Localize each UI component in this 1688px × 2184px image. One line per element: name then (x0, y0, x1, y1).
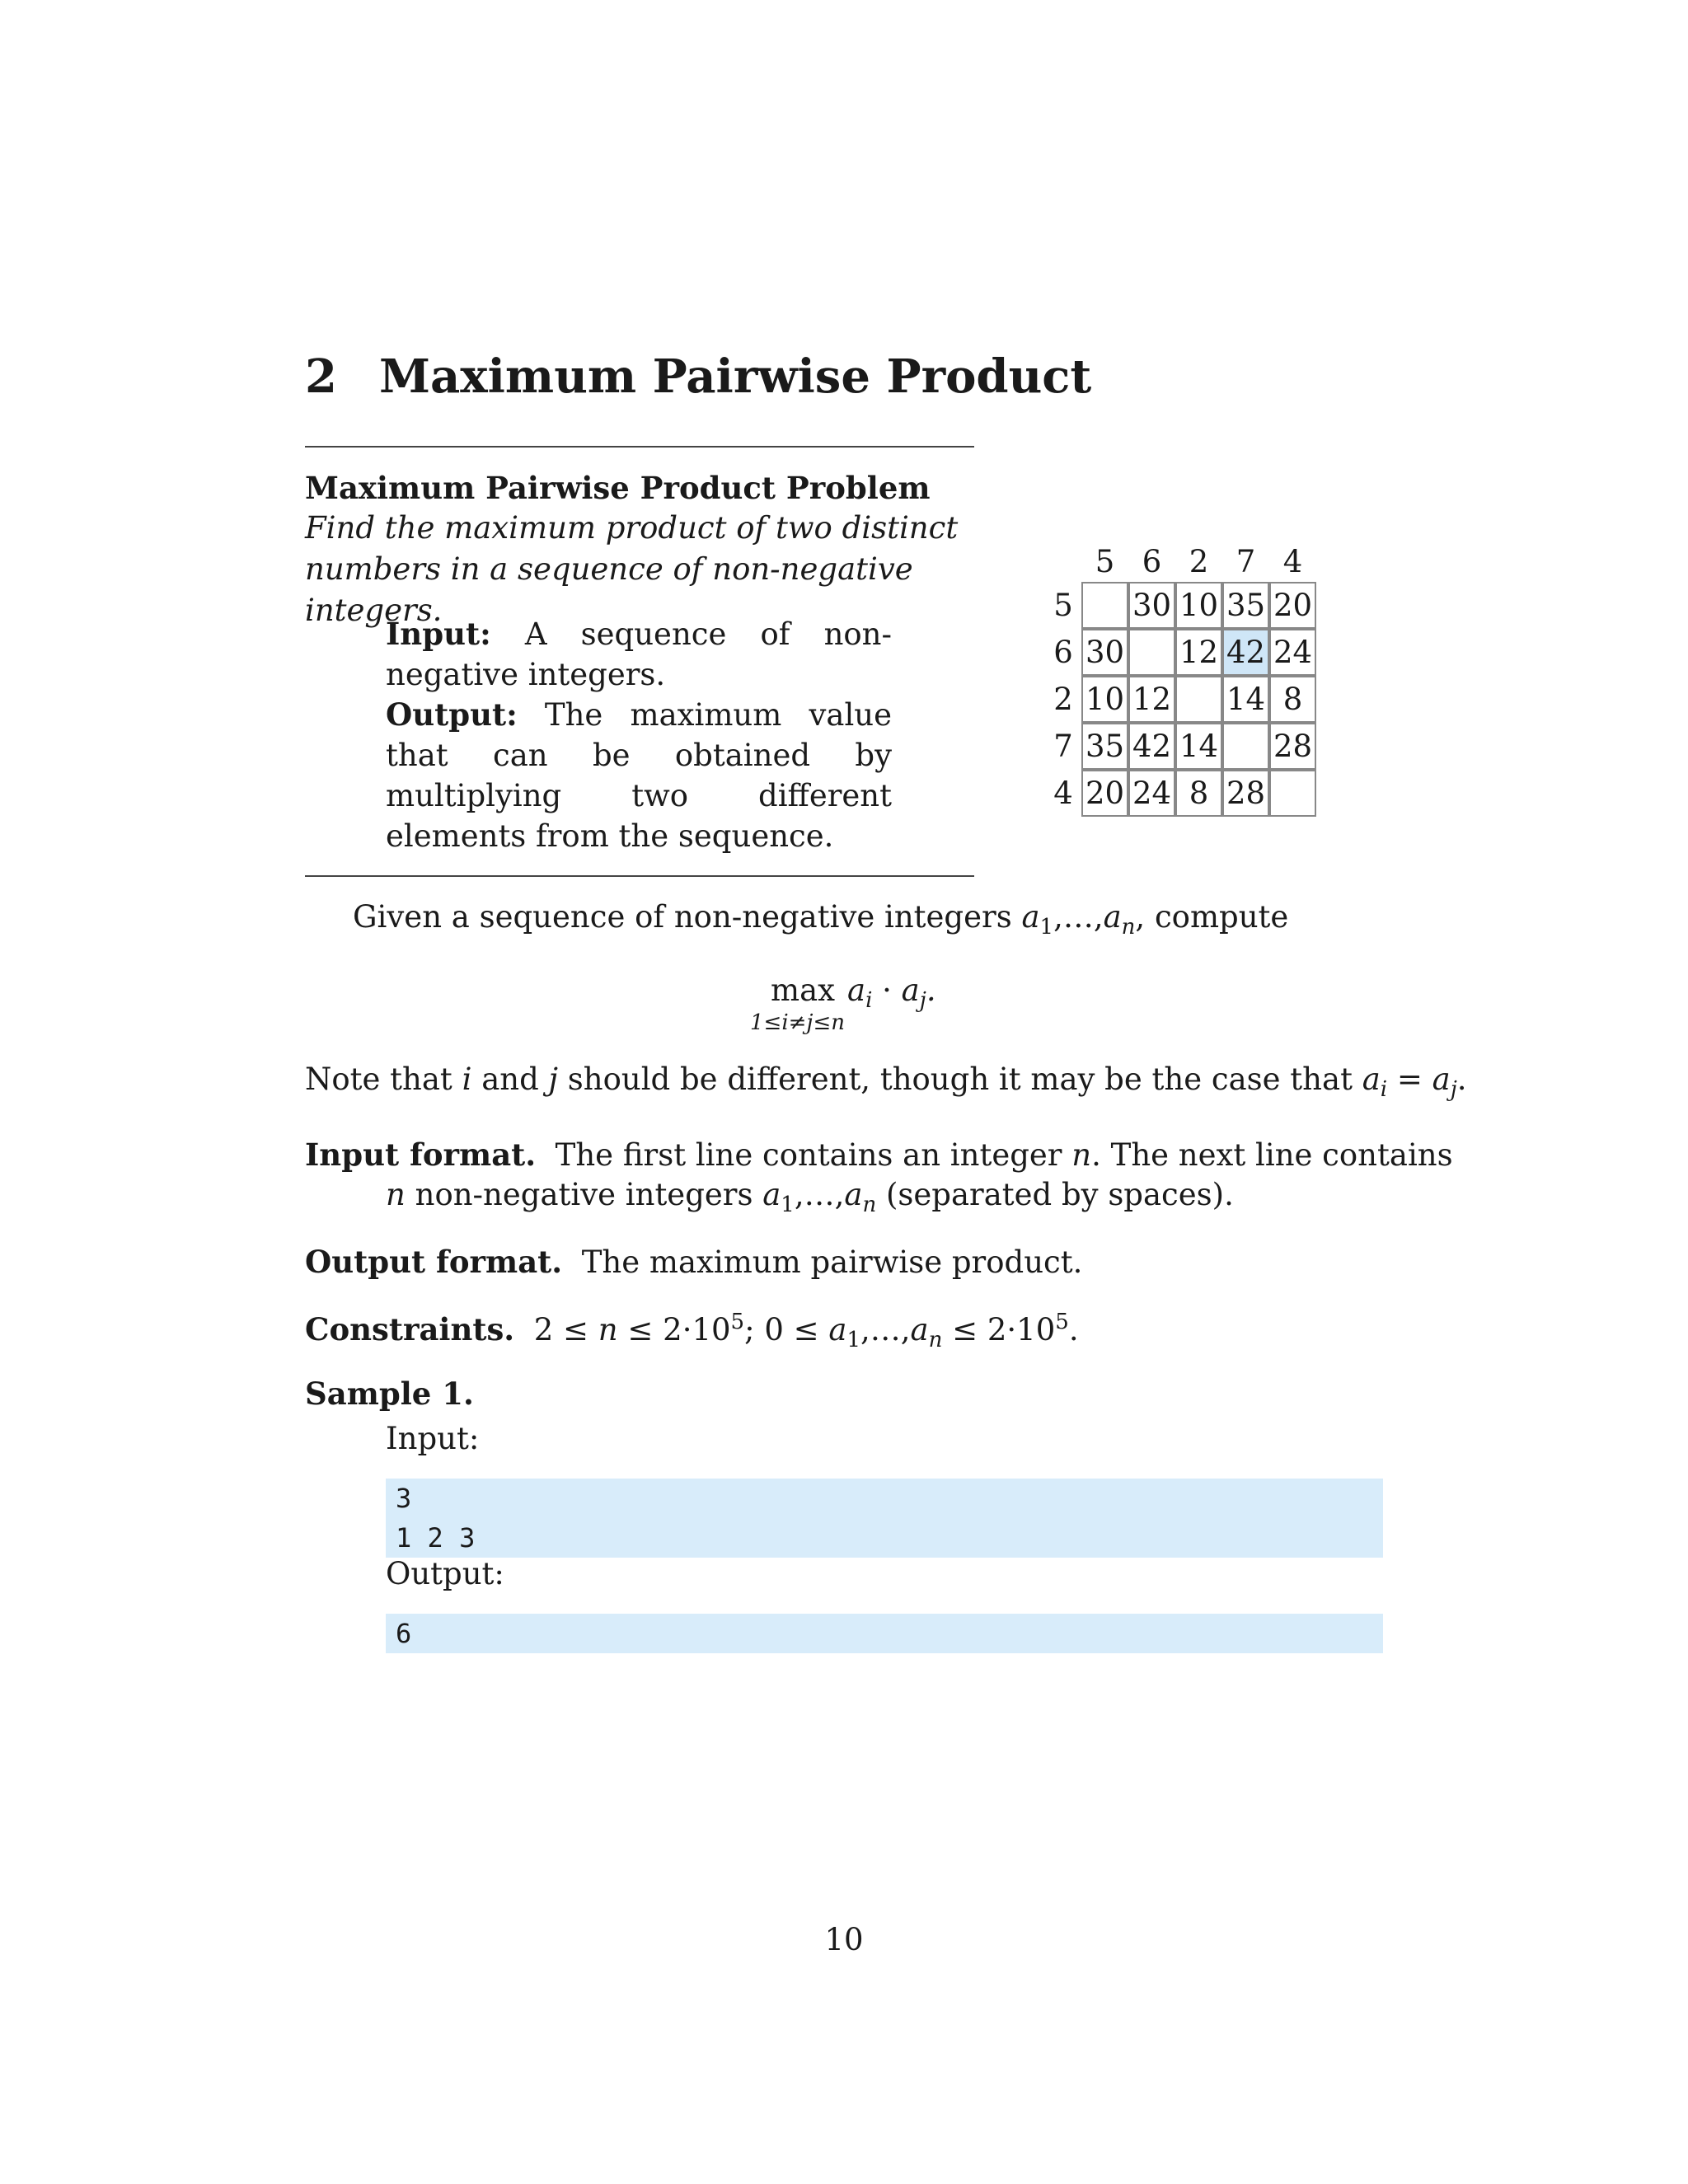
sample-output-box (386, 1614, 1383, 1653)
input-format-part2: The next line contains (1110, 1137, 1453, 1173)
matrix-cell (1222, 723, 1269, 770)
sample-input-label: Input: (386, 1421, 480, 1456)
matrix-cell-highlighted: 42 (1222, 629, 1269, 676)
input-format-part1: The first line contains an integer (555, 1137, 1062, 1173)
output-format-text: The maximum pairwise product. (581, 1244, 1083, 1280)
problem-description: Find the maximum product of two distinct numbers in a sequence of non-negative integers. (305, 510, 959, 628)
matrix-cell: 8 (1175, 770, 1222, 817)
intro-lead: Given a sequence of non-negative integers (353, 899, 1012, 935)
note-line: Note that i and j should be different, though it may be the case that $a_i = a_j$. (305, 1062, 1467, 1102)
formula-operator: max (771, 972, 836, 1008)
matrix-column-header: 7 (1236, 543, 1256, 579)
note-part3: should be different, though it may be the case that (567, 1062, 1353, 1097)
problem-box-bottom-rule (305, 875, 974, 877)
matrix-column-header: 2 (1189, 543, 1209, 579)
product-matrix (1045, 541, 1325, 825)
matrix-cell: 28 (1269, 723, 1316, 770)
matrix-cell: 14 (1175, 723, 1222, 770)
section-number: 2 (305, 349, 337, 404)
problem-output (386, 695, 892, 856)
sample-input-box (386, 1479, 1383, 1558)
matrix-row-header: 4 (1053, 776, 1073, 811)
matrix-cell (1269, 770, 1316, 817)
matrix-cell: 14 (1222, 676, 1269, 723)
matrix-cell: 28 (1222, 770, 1269, 817)
matrix-row-header: 2 (1053, 682, 1073, 717)
matrix-cell: 30 (1081, 629, 1128, 676)
matrix-cell (1081, 582, 1128, 629)
problem-io (386, 614, 892, 856)
page-number: 10 (824, 1922, 864, 1957)
input-format-part4: (separated by spaces). (885, 1177, 1234, 1212)
matrix-cell (1128, 629, 1175, 676)
input-format-part3: non-negative integers (415, 1177, 753, 1212)
matrix-row-header: 7 (1053, 729, 1073, 764)
matrix-cell: 8 (1269, 676, 1316, 723)
matrix-cell: 10 (1175, 582, 1222, 629)
problem-input (386, 614, 892, 695)
matrix-cell: 20 (1269, 582, 1316, 629)
matrix-cell: 12 (1175, 629, 1222, 676)
section-title: Maximum Pairwise Product (379, 349, 1092, 404)
input-format-line1: Input format. The first line contains an integer n. The next line contains (305, 1137, 1453, 1173)
section-heading (305, 349, 1091, 404)
formula-range: 1≤i≠j≤n (750, 1010, 846, 1035)
problem-input-text: A sequence of non-negative integers. (386, 616, 893, 692)
matrix-cell: 42 (1128, 723, 1175, 770)
problem-output-label: Output: (386, 696, 518, 733)
matrix-cell (1175, 676, 1222, 723)
matrix-cell: 20 (1081, 770, 1128, 817)
sample-output-label: Output: (386, 1556, 504, 1591)
matrix-column-header: 5 (1095, 543, 1115, 579)
constraints-label: Constraints. (305, 1311, 515, 1347)
intro-tail: compute (1154, 899, 1289, 935)
matrix-row-header: 6 (1053, 635, 1073, 670)
matrix-cell: 24 (1128, 770, 1175, 817)
matrix-cell: 35 (1222, 582, 1269, 629)
sample-input-line: 1 2 3 (396, 1522, 476, 1554)
output-format-line (305, 1241, 1082, 1283)
sample-output-line: 6 (396, 1618, 412, 1649)
note-part2: and (481, 1062, 539, 1097)
matrix-cell: 30 (1128, 582, 1175, 629)
problem-box-top-rule (305, 446, 974, 448)
matrix-column-header: 4 (1282, 543, 1303, 579)
formula-product: $a_i \cdot a_j$. (847, 972, 936, 1013)
sample-input-line: 3 (396, 1483, 412, 1514)
matrix-cell: 35 (1081, 723, 1128, 770)
problem-title: Maximum Pairwise Product Problem (305, 470, 931, 506)
constraints-line: Constraints. $2 \le n \le 2\cdot 10^5$; $0 \le a_1,\dots,a_n \le 2\cdot 10^5$. (305, 1310, 1079, 1352)
sample-label: Sample 1. (305, 1376, 474, 1412)
output-format-label: Output format. (305, 1244, 563, 1280)
matrix-cell: 10 (1081, 676, 1128, 723)
matrix-cell: 12 (1128, 676, 1175, 723)
matrix-column-header: 6 (1142, 543, 1162, 579)
matrix-row-header: 5 (1053, 588, 1073, 623)
input-format-label: Input format. (305, 1137, 537, 1173)
matrix-cell: 24 (1269, 629, 1316, 676)
intro-line: Given a sequence of non-negative integers $a_1,\dots,a_n$, compute (353, 899, 1289, 940)
note-part1: Note that (305, 1062, 452, 1097)
problem-output-text: The maximum value that can be obtained by multiplying two different elements from the sequence. (386, 697, 893, 854)
problem-input-label: Input: (386, 616, 491, 652)
input-format-line2: n non-negative integers $a_1,\dots,a_n$ (separated by spaces). (386, 1177, 1234, 1217)
